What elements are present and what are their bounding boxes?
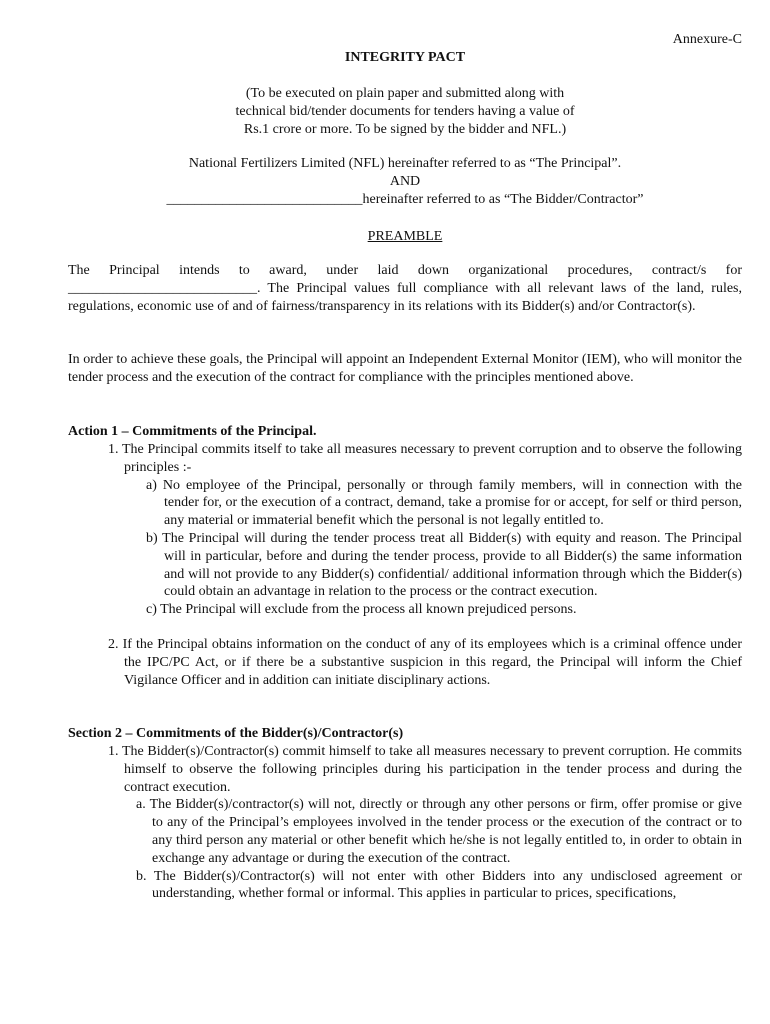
preamble-heading: PREAMBLE xyxy=(367,229,443,244)
section-1-item-1a: a) No employee of the Principal, personally or through family members, will in connection with the tender for, or the execution of a contract, demand, take a promise for or accept, for self or third person, any material or immaterial benefit which the personal is not legally entitled to. xyxy=(146,477,742,529)
and-line: AND xyxy=(389,173,421,189)
section-2-heading: Section 2 – Commitments of the Bidder(s)/Contractor(s) xyxy=(68,726,404,741)
contract-blank: ___________________________ xyxy=(68,280,257,296)
annexure-label: Annexure-C xyxy=(672,32,742,47)
section-1-heading: Action 1 – Commitments of the Principal. xyxy=(68,424,317,439)
preamble-paragraph-1-rest: . The Principal values full compliance with all relevant laws of the land, rules, regulations, economic use of and of fairness/transparency in its relations with its Bidder(s) and/or Contractor(s). xyxy=(68,280,742,314)
bidder-name-blank: ____________________________ xyxy=(166,191,363,207)
document-title: INTEGRITY PACT xyxy=(344,50,466,65)
section-1-item-2: 2. If the Principal obtains information on the conduct of any of its employees which is a criminal offence under the IPC/PC Act, or if there be a substantive suspicion in this regard, the Principal will inform the Chief Vigilance Officer and in addition can initiate disciplinary actions. xyxy=(108,636,742,688)
section-1-item-1c: c) The Principal will exclude from the process all known prejudiced persons. xyxy=(146,602,577,618)
preamble-paragraph-1 xyxy=(68,262,742,315)
section-1-list xyxy=(68,441,742,689)
parties-block xyxy=(0,155,770,208)
section-2-item-1a: a. The Bidder(s)/contractor(s) will not, directly or through any other persons or firm, offer promise or give to any of the Principal’s employees involved in the tender process or the execution of the contract or to any third person any material or other benefit which he/she is not legally entitled to, in order to obtain in exchange any advantage or during the execution of the contract. xyxy=(136,797,742,866)
section-1-item-1b: b) The Principal will during the tender process treat all Bidder(s) with equity and reason. The Principal will in particular, before and during the tender process, provide to all Bidder(s) the same information and will not provide to any Bidder(s) confidential/ additional information through which the Bidder(s) could obtain an advantage in relation to the process or the contract execution. xyxy=(146,530,742,600)
principal-line: National Fertilizers Limited (NFL) hereinafter referred to as “The Principal”. xyxy=(188,156,622,171)
preamble-paragraph-2: In order to achieve these goals, the Principal will appoint an Independent External Monitor (IEM), who will monitor the tender process and the execution of the contract for compliance with the principles mentioned above. xyxy=(68,352,742,385)
bidder-line xyxy=(0,191,770,209)
execution-note xyxy=(0,85,770,138)
spacer xyxy=(68,619,742,636)
section-2-item-1b: b. The Bidder(s)/Contractor(s) will not enter with other Bidders into any undisclosed agreement or understanding, whether formal or informal. This applies in particular to prices, specifications, xyxy=(136,868,742,902)
note-line: technical bid/tender documents for tenders having a value of xyxy=(235,103,575,119)
section-2-item-1: 1. The Bidder(s)/Contractor(s) commit himself to take all measures necessary to prevent corruption. He commits himself to observe the following principles during his participation in the tender process and during the contract execution. xyxy=(108,744,742,795)
note-line: Rs.1 crore or more. To be signed by the bidder and NFL.) xyxy=(243,121,567,137)
section-1-item-1: 1. The Principal commits itself to take all measures necessary to prevent corruption and to observe the following principles :- xyxy=(108,442,742,475)
note-line: (To be executed on plain paper and submitted along with xyxy=(245,86,565,101)
bidder-line-text: hereinafter referred to as “The Bidder/Contractor” xyxy=(362,191,644,207)
preamble-paragraph-1-start: The Principal intends to award, under laid down organizational procedures, contract/s for xyxy=(68,263,742,278)
section-2-list xyxy=(68,743,742,903)
